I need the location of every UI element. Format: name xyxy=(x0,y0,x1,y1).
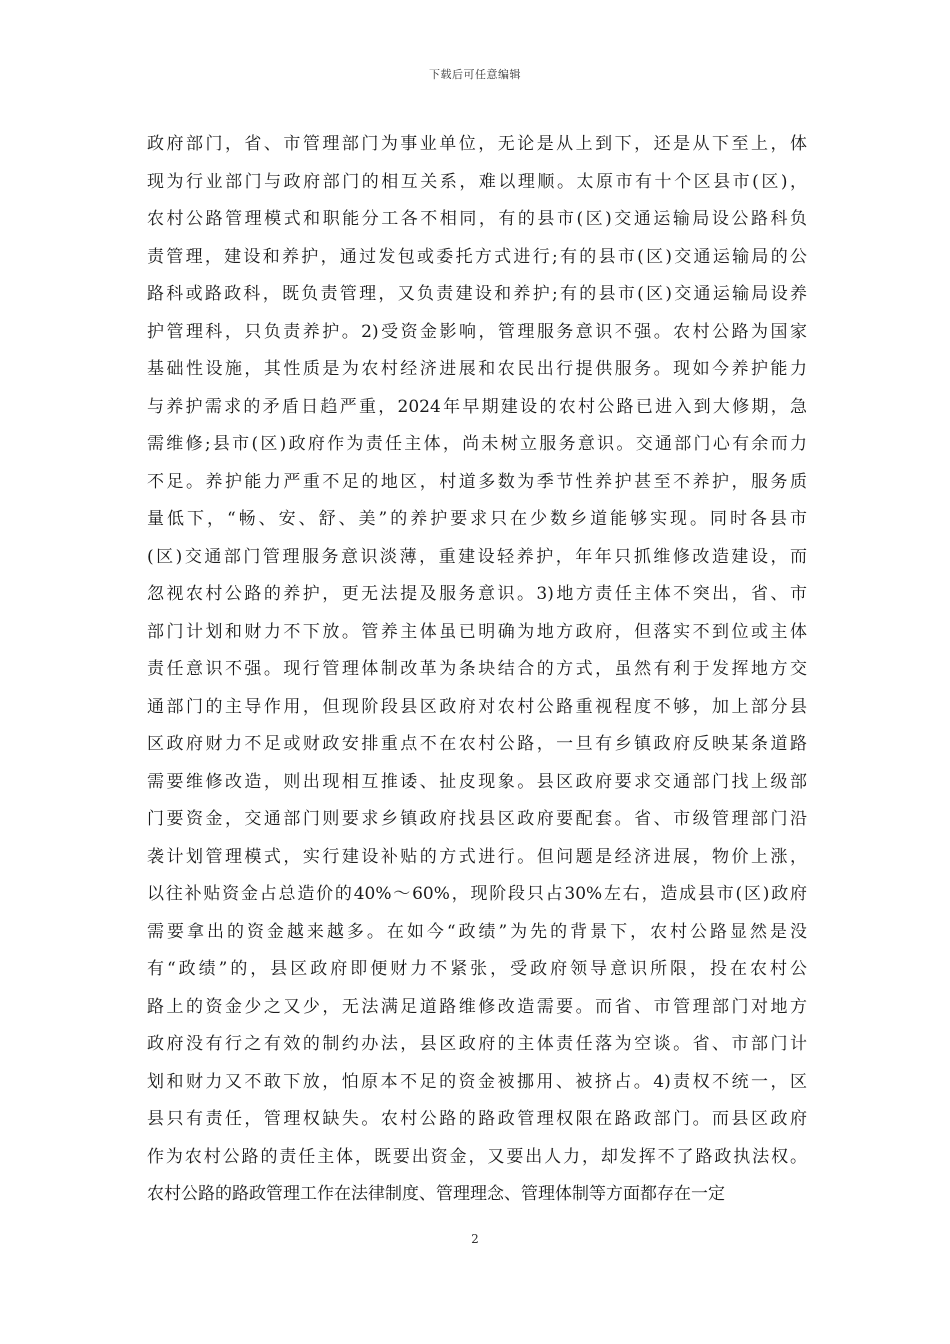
text-line: 政府部门，省、市管理部门为事业单位，无论是从上到下，还是从下至上，体 xyxy=(147,134,807,154)
text-line: 不足。养护能力严重不足的地区，村道多数为季节性养护甚至不养护，服务质 xyxy=(147,471,807,492)
page-number: 2 xyxy=(471,1232,479,1246)
text-line: 农村公路管理模式和职能分工各不相同，有的县市(区)交通运输局设公路科负 xyxy=(147,209,807,229)
text-line: 与养护需求的矛盾日趋严重，2024年早期建设的农村公路已进入到大修期，急 xyxy=(147,396,807,417)
text-line: 农村公路的路政管理工作在法律制度、管理理念、管理体制等方面都存在一定 xyxy=(147,1184,725,1204)
text-line: 忽视农村公路的养护，更无法提及服务意识。3)地方责任主体不突出，省、市 xyxy=(147,584,807,604)
text-line: 需要拿出的资金越来越多。在如今“政绩”为先的背景下，农村公路显然是没 xyxy=(147,921,807,942)
text-line: 有“政绩”的，县区政府即便财力不紧张，受政府领导意识所限，投在农村公 xyxy=(147,959,807,979)
text-line: 作为农村公路的责任主体，既要出资金，又要出人力，却发挥不了路政执法权。 xyxy=(147,1146,807,1167)
text-line: 部门计划和财力不下放。管养主体虽已明确为地方政府，但落实不到位或主体 xyxy=(147,621,807,642)
text-line: 路上的资金少之又少，无法满足道路维修改造需要。而省、市管理部门对地方 xyxy=(147,996,807,1017)
text-line: 护管理科，只负责养护。2)受资金影响，管理服务意识不强。农村公路为国家 xyxy=(147,321,807,342)
text-line: 需维修;县市(区)政府作为责任主体，尚未树立服务意识。交通部门心有余而力 xyxy=(147,434,807,454)
text-line: 门要资金，交通部门则要求乡镇政府找县区政府要配套。省、市级管理部门沿 xyxy=(147,809,807,829)
text-line: 袭计划管理模式，实行建设补贴的方式进行。但问题是经济进展，物价上涨， xyxy=(147,846,807,867)
text-line: 基础性设施，其性质是为农村经济进展和农民出行提供服务。现如今养护能力 xyxy=(147,359,807,379)
text-line: 责任意识不强。现行管理体制改革为条块结合的方式，虽然有利于发挥地方交 xyxy=(147,659,807,679)
text-line: 县只有责任，管理权缺失。农村公路的路政管理权限在路政部门。而县区政府 xyxy=(147,1109,807,1129)
page-header: 下载后可任意编辑 xyxy=(429,68,521,81)
text-line: 量低下，“畅、安、舒、美”的养护要求只在少数乡道能够实现。同时各县市 xyxy=(147,509,807,529)
text-line: 责管理，建设和养护，通过发包或委托方式进行;有的县市(区)交通运输局的公 xyxy=(147,246,807,267)
text-line: 通部门的主导作用，但现阶段县区政府对农村公路重视程度不够，加上部分县 xyxy=(147,696,807,717)
text-line: 政府没有行之有效的制约办法，县区政府的主体责任落为空谈。省、市部门计 xyxy=(147,1034,807,1054)
text-line: 路科或路政科，既负责管理，又负责建设和养护;有的县市(区)交通运输局设养 xyxy=(147,284,807,304)
text-line: 区政府财力不足或财政安排重点不在农村公路，一旦有乡镇政府反映某条道路 xyxy=(147,734,807,754)
body-text xyxy=(147,126,807,1214)
text-line: 现为行业部门与政府部门的相互关系，难以理顺。太原市有十个区县市(区)， xyxy=(147,171,807,192)
text-line: 划和财力又不敢下放，怕原本不足的资金被挪用、被挤占。4)责权不统一，区 xyxy=(147,1071,807,1092)
text-line: (区)交通部门管理服务意识淡薄，重建设轻养护，年年只抓维修改造建设，而 xyxy=(147,546,807,567)
text-line: 以往补贴资金占总造价的40%～60%，现阶段只占30%左右，造成县市(区)政府 xyxy=(147,884,807,904)
text-line: 需要维修改造，则出现相互推诿、扯皮现象。县区政府要求交通部门找上级部 xyxy=(147,771,807,792)
